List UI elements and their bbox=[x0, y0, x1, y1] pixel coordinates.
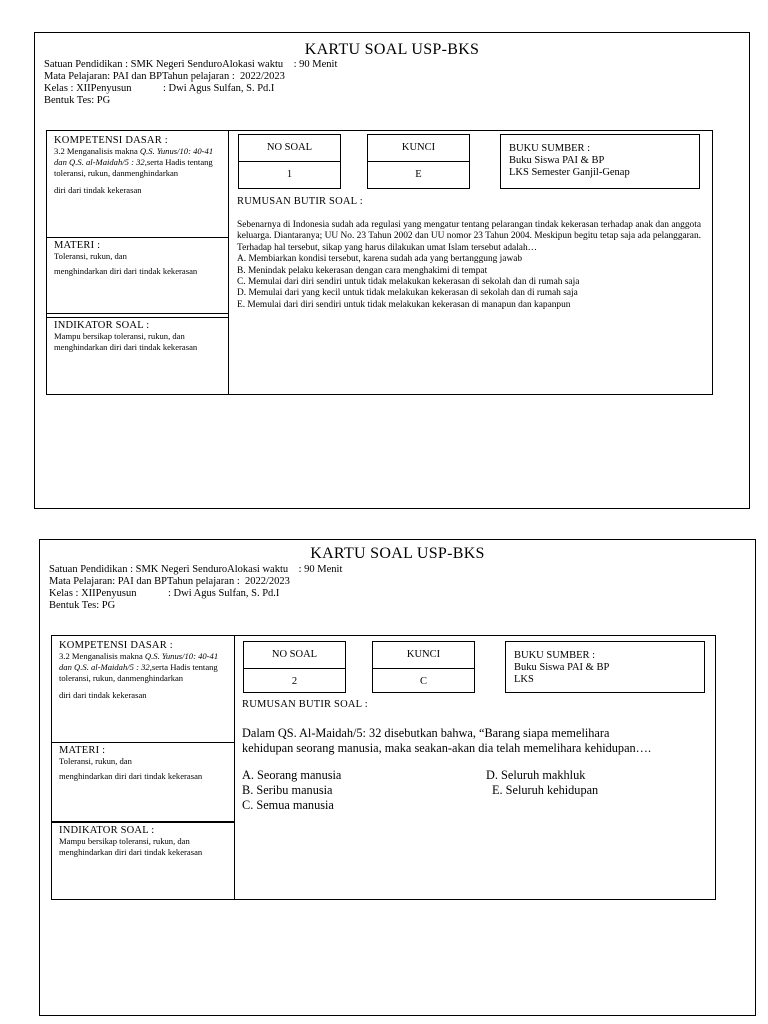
indikator-text: Mampu bersikap toleransi, rukun, dan menghindarkan diri dari tindak kekerasan bbox=[54, 331, 198, 352]
question-card-2 bbox=[39, 539, 756, 1016]
question-text: Dalam QS. Al-Maidah/5: 32 disebutkan bahwa, “Barang siapa memelihara kehidupan seorang manusia, maka seakan-akan dia telah memelihara kehidupan…. bbox=[242, 726, 652, 755]
buku-sumber-label: BUKU SUMBER : bbox=[509, 143, 591, 154]
rumusan-label: RUMUSAN BUTIR SOAL : bbox=[242, 699, 368, 710]
option-d: D. Seluruh makhluk bbox=[486, 768, 586, 782]
kompetensi-label: KOMPETENSI DASAR : bbox=[59, 640, 173, 651]
kompetensi-box bbox=[52, 636, 235, 716]
kompetensi-text: 3.2 Menganalisis makna Q.S. Yunus/10: 40-41 dan Q.S. al-Maidah/5 : 32,serta Hadis tentang toleransi, rukun, danmenghindarkan bbox=[54, 146, 214, 178]
option-a: A. Seorang manusia bbox=[242, 768, 342, 782]
header-class-line: Kelas : XIIPenyusun : Dwi Agus Sulfan, S. Pd.I bbox=[49, 588, 280, 599]
header-test-type-line: Bentuk Tes: PG bbox=[44, 95, 111, 106]
question-block bbox=[242, 726, 662, 755]
kunci-label: KUNCI bbox=[373, 642, 474, 669]
no-soal-value: 1 bbox=[286, 169, 293, 180]
card-table bbox=[51, 635, 716, 900]
indikator-text: Mampu bersikap toleransi, rukun, dan menghindarkan diri dari tindak kekerasan bbox=[59, 836, 203, 857]
no-soal-label: NO SOAL bbox=[239, 135, 340, 162]
kunci-box bbox=[372, 641, 475, 693]
buku-sumber-box bbox=[500, 134, 700, 189]
card-title: KARTU SOAL USP-BKS bbox=[304, 41, 480, 58]
kunci-label: KUNCI bbox=[368, 135, 469, 162]
buku-sumber-line-1: Buku Siswa PAI & BP bbox=[514, 662, 610, 673]
header-school-line: Satuan Pendidikan : SMK Negeri SenduroAlokasi waktu : 90 Menit bbox=[49, 564, 343, 575]
rumusan-label: RUMUSAN BUTIR SOAL : bbox=[237, 196, 363, 207]
no-soal-box bbox=[238, 134, 341, 189]
header-school-line: Satuan Pendidikan : SMK Negeri SenduroAlokasi waktu : 90 Menit bbox=[44, 59, 338, 70]
header-test-type-line: Bentuk Tes: PG bbox=[49, 600, 116, 611]
indikator-box bbox=[52, 822, 235, 899]
option-e: E. Seluruh kehidupan bbox=[492, 783, 599, 797]
buku-sumber-box bbox=[505, 641, 705, 693]
no-soal-value: 2 bbox=[291, 676, 298, 687]
materi-text-1: Toleransi, rukun, dan bbox=[54, 251, 127, 261]
buku-sumber-line-2: LKS bbox=[514, 674, 534, 685]
materi-label: MATERI : bbox=[59, 745, 106, 756]
kompetensi-label: KOMPETENSI DASAR : bbox=[54, 135, 168, 146]
materi-label: MATERI : bbox=[54, 240, 101, 251]
question-block bbox=[237, 220, 701, 311]
materi-text-2: menghindarkan diri dari tindak kekerasan bbox=[54, 266, 198, 276]
header-subject-line: Mata Pelajaran: PAI dan BPTahun pelajaran : 2022/2023 bbox=[49, 576, 290, 587]
kompetensi-text-last: diri dari tindak kekerasan bbox=[59, 690, 147, 700]
header-class-line: Kelas : XIIPenyusun : Dwi Agus Sulfan, S. Pd.I bbox=[44, 83, 275, 94]
buku-sumber-line-1: Buku Siswa PAI & BP bbox=[509, 155, 605, 166]
kompetensi-text: 3.2 Menganalisis makna Q.S. Yunus/10: 40-41 dan Q.S. al-Maidah/5 : 32,serta Hadis tentang toleransi, rukun, danmenghindarkan bbox=[59, 651, 219, 683]
buku-sumber-label: BUKU SUMBER : bbox=[514, 650, 596, 661]
indikator-box bbox=[47, 317, 229, 394]
option-c: C. Semua manusia bbox=[242, 798, 334, 812]
option-a: A. Membiarkan kondisi tersebut, karena sudah ada yang bertanggung jawab bbox=[237, 254, 523, 265]
materi-text-2: menghindarkan diri dari tindak kekerasan bbox=[59, 771, 203, 781]
option-e: E. Memulai dari diri sendiri untuk tidak melakukan kekerasan di manapun dan kapanpun bbox=[237, 299, 571, 310]
header-subject-line: Mata Pelajaran: PAI dan BPTahun pelajaran : 2022/2023 bbox=[44, 71, 285, 82]
option-b: B. Menindak pelaku kekerasan dengan cara menghakimi di tempat bbox=[237, 265, 488, 276]
kunci-value: C bbox=[419, 676, 427, 687]
card-title: KARTU SOAL USP-BKS bbox=[310, 545, 485, 562]
materi-box bbox=[52, 742, 235, 822]
materi-text-1: Toleransi, rukun, dan bbox=[59, 756, 132, 766]
buku-sumber-line-2: LKS Semester Ganjil-Genap bbox=[509, 167, 630, 178]
card-table bbox=[46, 130, 713, 395]
kunci-value: E bbox=[415, 169, 422, 180]
materi-box bbox=[47, 237, 229, 314]
question-card-1 bbox=[34, 32, 750, 509]
option-b: B. Seribu manusia bbox=[242, 783, 333, 797]
question-text: Sebenarnya di Indonesia sudah ada regulasi yang mengatur tentang pelarangan tindak kekerasan terhadap anak dan anggota keluarga. Diantaranya; UU No. 23 Tahun 2002 dan UU nomor 23 Tahun 2004. Meskipun begitu tetap saja ada pelanggaran. Terhadap hal tersebut, sikap yang harus dilakukan umat Islam tersebut adalah… bbox=[237, 220, 701, 253]
kunci-box bbox=[367, 134, 470, 189]
option-d: D. Memulai dari yang kecil untuk tidak melakukan kekerasan di sekolah dan di rumah saja bbox=[237, 288, 578, 299]
indikator-label: INDIKATOR SOAL : bbox=[59, 825, 155, 836]
kompetensi-box bbox=[47, 131, 229, 211]
kompetensi-text-last: diri dari tindak kekerasan bbox=[54, 185, 142, 195]
option-c: C. Memulai dari diri sendiri untuk tidak melakukan kekerasan di sekolah dan di rumah saja bbox=[237, 277, 580, 288]
no-soal-box bbox=[243, 641, 346, 693]
no-soal-label: NO SOAL bbox=[244, 642, 345, 669]
indikator-label: INDIKATOR SOAL : bbox=[54, 320, 150, 331]
